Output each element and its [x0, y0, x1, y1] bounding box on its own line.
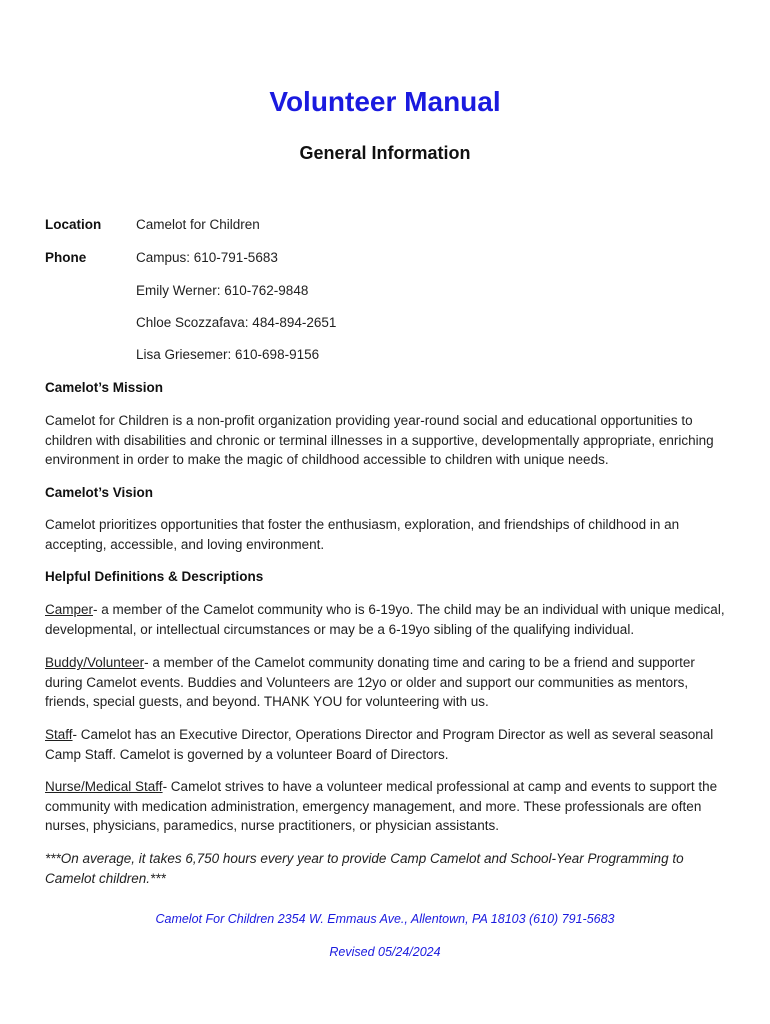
- definition-buddy: [45, 653, 725, 712]
- definition-staff: [45, 725, 725, 764]
- mission-heading: Camelot’s Mission: [45, 380, 164, 395]
- definition-camper: [45, 600, 725, 639]
- phone-emily: Emily Werner: 610-762-9848: [136, 283, 309, 298]
- phone-campus: Campus: 610-791-5683: [136, 250, 278, 265]
- vision-text: Camelot prioritizes opportunities that foster the enthusiasm, exploration, and friendships of childhood in an accepting, accessible, and loving environment.: [45, 517, 680, 552]
- definitions-heading: Helpful Definitions & Descriptions: [45, 569, 264, 584]
- phone-chloe: Chloe Scozzafava: 484-894-2651: [136, 315, 337, 330]
- definition-term: Camper: [45, 602, 94, 617]
- definition-term: Nurse/Medical Staff: [45, 779, 163, 794]
- phone-label: Phone: [45, 250, 87, 265]
- definition-text: - Camelot has an Executive Director, Operations Director and Program Director as well as several seasonal Camp Staff. Camelot is governed by a volunteer Board of Directors.: [45, 727, 714, 762]
- document-title: Volunteer Manual: [269, 86, 501, 117]
- hours-note: ***On average, it takes 6,750 hours every year to provide Camp Camelot and School-Year Programming to Camelot children.***: [45, 851, 684, 886]
- definition-nurse: [45, 777, 725, 836]
- definition-text: - a member of the Camelot community donating time and caring to be a friend and supporter during Camelot events. Buddies and Volunteers are 12yo or older and support our communities as mentors, friends, special guests, and beyond. THANK YOU for volunteering with us.: [45, 655, 695, 710]
- definition-text: - Camelot strives to have a volunteer medical professional at camp and events to support the community with medication administration, emergency management, and more. These professionals are often nurses, physicians, paramedics, nurse practitioners, or physician assistants.: [45, 779, 718, 834]
- phone-lisa: Lisa Griesemer: 610-698-9156: [136, 347, 320, 362]
- definition-text: - a member of the Camelot community who is 6-19yo. The child may be an individual with unique medical, developmental, or intellectual circumstances or may be a 6-19yo sibling of the qualifying individual.: [45, 602, 725, 637]
- footer-revised: Revised 05/24/2024: [329, 945, 441, 959]
- definition-term: Buddy/Volunteer: [45, 655, 145, 670]
- location-value: Camelot for Children: [136, 217, 260, 232]
- location-label: Location: [45, 217, 102, 232]
- definition-term: Staff: [45, 727, 73, 742]
- document-subtitle: General Information: [299, 143, 471, 163]
- vision-heading: Camelot’s Vision: [45, 485, 154, 500]
- footer-address: Camelot For Children 2354 W. Emmaus Ave., Allentown, PA 18103 (610) 791-5683: [155, 912, 615, 926]
- mission-text: Camelot for Children is a non-profit organization providing year-round social and educational opportunities to children with disabilities and chronic or terminal illnesses in a supportive, developmentally appropriate, enriching environment in order to make the magic of childhood accessible to children with unique needs.: [45, 413, 714, 468]
